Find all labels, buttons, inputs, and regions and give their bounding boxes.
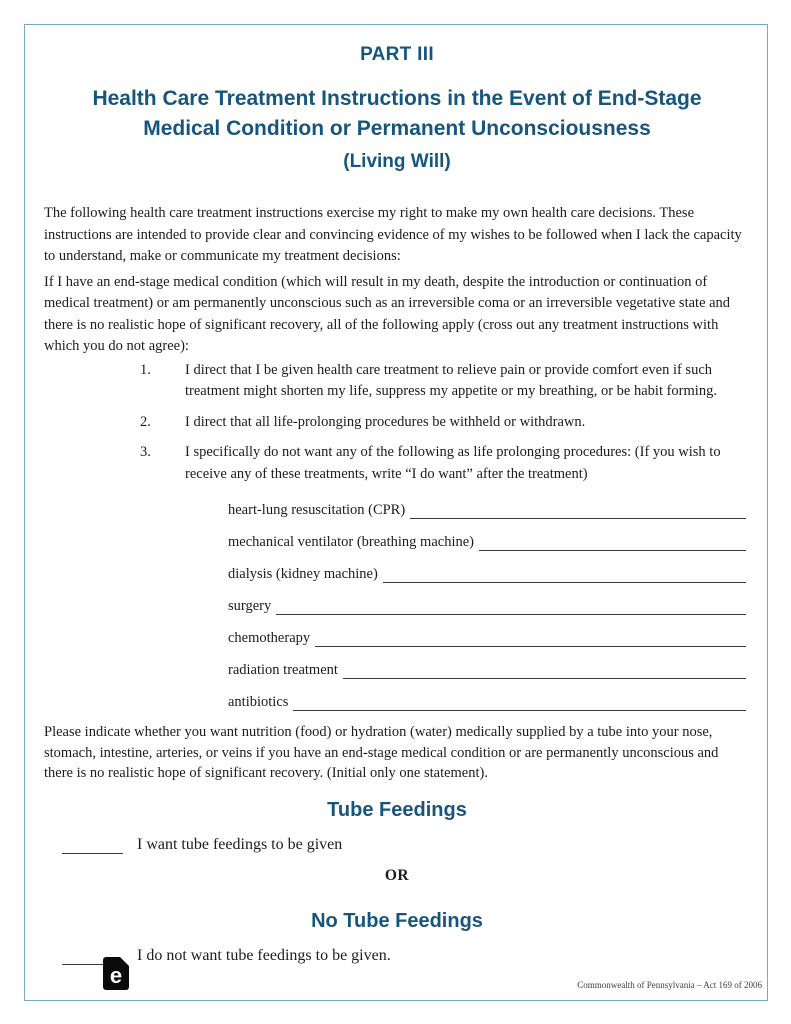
initials-line-tube-feedings[interactable]	[62, 839, 123, 854]
treatment-writein-line-cpr[interactable]	[410, 502, 746, 519]
or-separator: OR	[384, 866, 410, 884]
treatment-label: dialysis (kidney machine)	[228, 566, 378, 582]
directives-list	[44, 360, 750, 486]
directive-item-3	[44, 442, 750, 485]
treatment-row-chemotherapy	[228, 626, 746, 647]
directive-text: I direct that I be given health care treatment to relieve pain or provide comfort even if such treatment might shorten my life, suppress my appetite or my breathing, or be habit forming.	[185, 361, 717, 399]
footer-note: Commonwealth of Pennsylvania – Act 169 of 2006	[577, 980, 762, 990]
part-label: PART III	[360, 44, 434, 65]
living-will-subtitle: (Living Will)	[343, 151, 451, 172]
no-tube-feedings-statement: I do not want tube feedings to be given.	[137, 946, 391, 964]
treatment-row-radiation	[228, 658, 746, 679]
treatment-row-antibiotics	[228, 690, 746, 711]
logo-fold-corner	[120, 957, 129, 966]
treatment-label: antibiotics	[228, 694, 289, 710]
title-line1: Health Care Treatment Instructions in the Event of End-Stage	[92, 87, 702, 110]
conditions-paragraph: If I have an end-stage medical condition (which will result in my death, despite the introduction or continuation of medical treatment) or am permanently unconscious such as an irreversible coma or an irreversible vegetative state and there is no realistic hope of significant recovery, all of the following apply (cross out any treatment instructions with which you do not agree):	[44, 273, 731, 354]
treatment-writein-line-surgery[interactable]	[276, 598, 746, 615]
treatment-writein-line-ventilator[interactable]	[479, 534, 746, 551]
treatment-label: radiation treatment	[228, 662, 338, 678]
directive-text: I specifically do not want any of the following as life prolonging procedures: (If you wish to receive any of these treatments, write “I do want” after the treatment)	[185, 444, 721, 482]
treatment-writein-line-antibiotics[interactable]	[293, 694, 746, 711]
directive-number: 3.	[140, 444, 151, 460]
treatment-row-cpr	[228, 498, 746, 519]
eforms-logo	[103, 957, 129, 990]
treatments-list	[44, 498, 750, 711]
treatment-writein-line-radiation[interactable]	[343, 662, 746, 679]
treatment-row-ventilator	[228, 530, 746, 551]
page-title	[44, 84, 750, 144]
treatment-row-surgery	[228, 594, 746, 615]
directive-item-1	[44, 360, 750, 403]
nutrition-paragraph: Please indicate whether you want nutrition (food) or hydration (water) medically supplied by a tube into your nose, stomach, intestine, arteries, or veins if you have an end-stage medical condition or are permanently unconscious and there is no realistic hope of significant recovery. (Initial only one statement).	[44, 724, 719, 781]
logo-letter: e	[109, 963, 123, 988]
directive-item-2	[44, 412, 750, 434]
no-tube-feedings-heading: No Tube Feedings	[311, 909, 483, 932]
treatment-label: chemotherapy	[228, 630, 311, 646]
title-line2: Medical Condition or Permanent Unconsciousness	[143, 117, 651, 140]
directive-number: 1.	[140, 361, 151, 378]
treatment-label: heart-lung resuscitation (CPR)	[228, 502, 406, 518]
no-tube-feedings-statement-row	[44, 946, 750, 965]
intro-paragraph: The following health care treatment instructions exercise my right to make my own health care decisions. These instructions are intended to provide clear and convincing evidence of my wishes to be followed when I lack the capacity to understand, make or communicate my treatment decisions:	[44, 205, 742, 264]
page-content	[44, 44, 750, 965]
treatment-label: mechanical ventilator (breathing machine)	[228, 534, 474, 550]
tube-feedings-heading: Tube Feedings	[327, 798, 467, 821]
treatment-writein-line-chemotherapy[interactable]	[315, 630, 746, 647]
treatment-writein-line-dialysis[interactable]	[383, 566, 746, 583]
tube-feedings-statement-row	[44, 835, 750, 854]
treatment-label: surgery	[228, 598, 272, 614]
tube-feedings-statement: I want tube feedings to be given	[137, 835, 343, 853]
treatment-row-dialysis	[228, 562, 746, 583]
directive-text: I direct that all life-prolonging procedures be withheld or withdrawn.	[185, 413, 586, 430]
directive-number: 2.	[140, 413, 151, 430]
